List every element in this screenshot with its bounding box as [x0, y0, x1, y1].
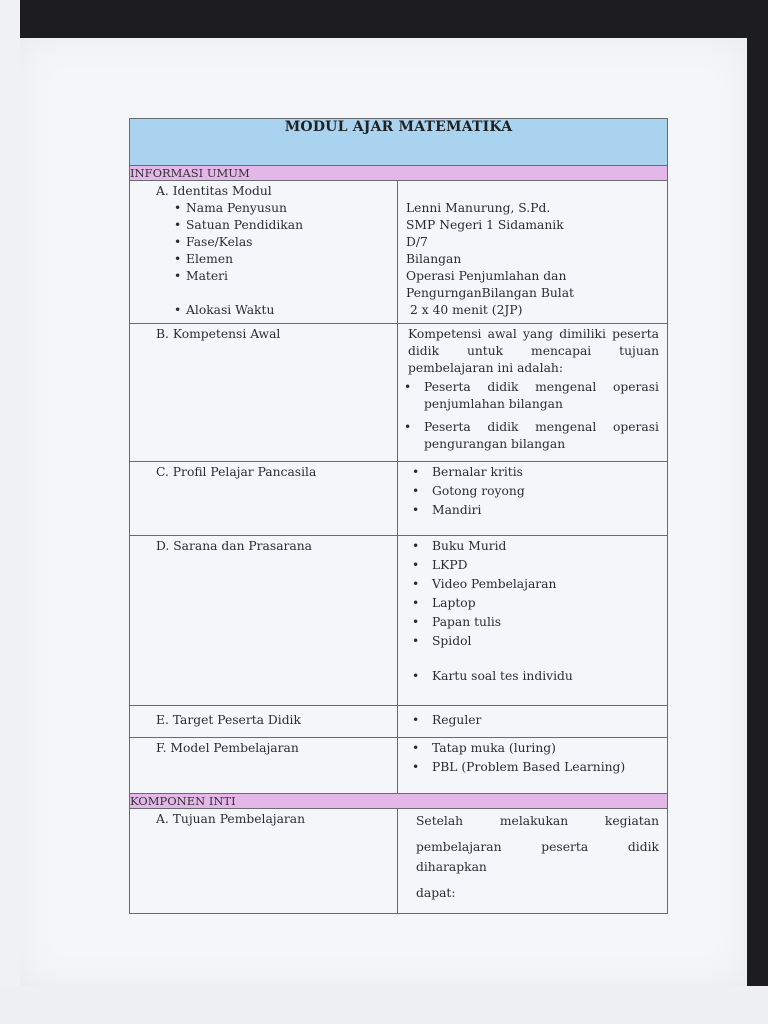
identitas-item: • Materi [186, 268, 391, 285]
document-title: MODUL AJAR MATEMATIKA [130, 119, 668, 166]
profil-item: • Gotong royong [432, 483, 659, 500]
kompetensi-item [424, 419, 659, 453]
identitas-value: Operasi Penjumlahan dan [406, 269, 567, 283]
row-target-peserta [130, 706, 668, 738]
model-item: • PBL (Problem Based Learning) [432, 759, 659, 776]
identitas-value: Lenni Manurung, S.Pd. [406, 201, 551, 215]
identitas-value: D/7 [406, 235, 428, 249]
target-item: • Reguler [432, 712, 659, 729]
identitas-item: • Satuan Pendidikan [186, 217, 391, 234]
kompetensi-intro: Kompetensi awal yang dimiliki peserta [408, 327, 659, 341]
profil-label: C. Profil Pelajar Pancasila [156, 465, 317, 479]
row-identitas-modul [130, 181, 668, 324]
identitas-item: • Alokasi Waktu [186, 302, 391, 319]
identitas-value: Bilangan [406, 252, 462, 266]
identitas-label-cell [130, 181, 398, 324]
row-kompetensi-awal [130, 324, 668, 462]
identitas-item: • Elemen [186, 251, 391, 268]
kompetensi-line: • Peserta didik mengenal operasi [424, 420, 659, 434]
kompetensi-item [424, 379, 659, 413]
identitas-label: A. Identitas Modul [156, 184, 272, 198]
kompetensi-label: B. Kompetensi Awal [156, 327, 281, 341]
sarana-value-cell [398, 536, 668, 706]
identitas-value: 2 x 40 menit (2JP) [410, 303, 523, 317]
identitas-value-cell [398, 181, 668, 324]
target-label: E. Target Peserta Didik [156, 713, 301, 727]
modul-table [129, 118, 668, 914]
profil-item: • Bernalar kritis [432, 464, 659, 481]
target-label-cell [130, 706, 398, 738]
sarana-item: • Spidol [432, 633, 659, 650]
sarana-item: • Video Pembelajaran [432, 576, 659, 593]
row-profil-pelajar [130, 462, 668, 536]
tujuan-line: dapat: [416, 886, 456, 900]
section-heading: KOMPONEN INTI [130, 794, 668, 809]
scan-bottom-edge [0, 986, 768, 1024]
identitas-item: • Fase/Kelas [186, 234, 391, 251]
profil-label-cell [130, 462, 398, 536]
sarana-item: • Kartu soal tes individu [432, 668, 659, 685]
model-label-cell [130, 738, 398, 794]
row-sarana-prasarana [130, 536, 668, 706]
row-tujuan-pembelajaran [130, 809, 668, 914]
identitas-item-list [156, 200, 391, 319]
model-item: • Tatap muka (luring) [432, 740, 659, 757]
model-label: F. Model Pembelajaran [156, 741, 299, 755]
identitas-item: • Nama Penyusun [186, 200, 391, 217]
sarana-label-cell [130, 536, 398, 706]
kompetensi-line: penjumlahan bilangan [424, 397, 563, 411]
kompetensi-label-cell [130, 324, 398, 462]
profil-list [406, 464, 659, 519]
tujuan-label-cell [130, 809, 398, 914]
model-value-cell [398, 738, 668, 794]
section-informasi-umum [130, 166, 668, 181]
target-list [406, 712, 659, 729]
identitas-value: SMP Negeri 1 Sidamanik [406, 218, 564, 232]
tujuan-line: pembelajaran peserta didik diharapkan [416, 840, 659, 874]
kompetensi-intro: pembelajaran ini adalah: [408, 361, 563, 375]
tujuan-line: Setelah melakukan kegiatan [416, 814, 659, 828]
sarana-item: • LKPD [432, 557, 659, 574]
profil-value-cell [398, 462, 668, 536]
kompetensi-list [408, 379, 659, 453]
kompetensi-line: • Peserta didik mengenal operasi [424, 380, 659, 394]
sarana-list [406, 538, 659, 685]
target-value-cell [398, 706, 668, 738]
identitas-value: PengurnganBilangan Bulat [406, 286, 574, 300]
title-row [130, 119, 668, 166]
sarana-label: D. Sarana dan Prasarana [156, 539, 312, 553]
profil-item: • Mandiri [432, 502, 659, 519]
sarana-item: • Papan tulis [432, 614, 659, 631]
kompetensi-line: pengurangan bilangan [424, 437, 566, 451]
kompetensi-intro: didik untuk mencapai tujuan [408, 344, 659, 358]
model-list [406, 740, 659, 776]
tujuan-label: A. Tujuan Pembelajaran [156, 812, 306, 826]
kompetensi-value-cell [398, 324, 668, 462]
sarana-item: • Buku Murid [432, 538, 659, 555]
sarana-item: • Laptop [432, 595, 659, 612]
scan-edge [0, 0, 20, 1024]
section-komponen-inti [130, 794, 668, 809]
tujuan-value-cell [398, 809, 668, 914]
section-heading: INFORMASI UMUM [130, 166, 668, 181]
row-model-pembelajaran [130, 738, 668, 794]
